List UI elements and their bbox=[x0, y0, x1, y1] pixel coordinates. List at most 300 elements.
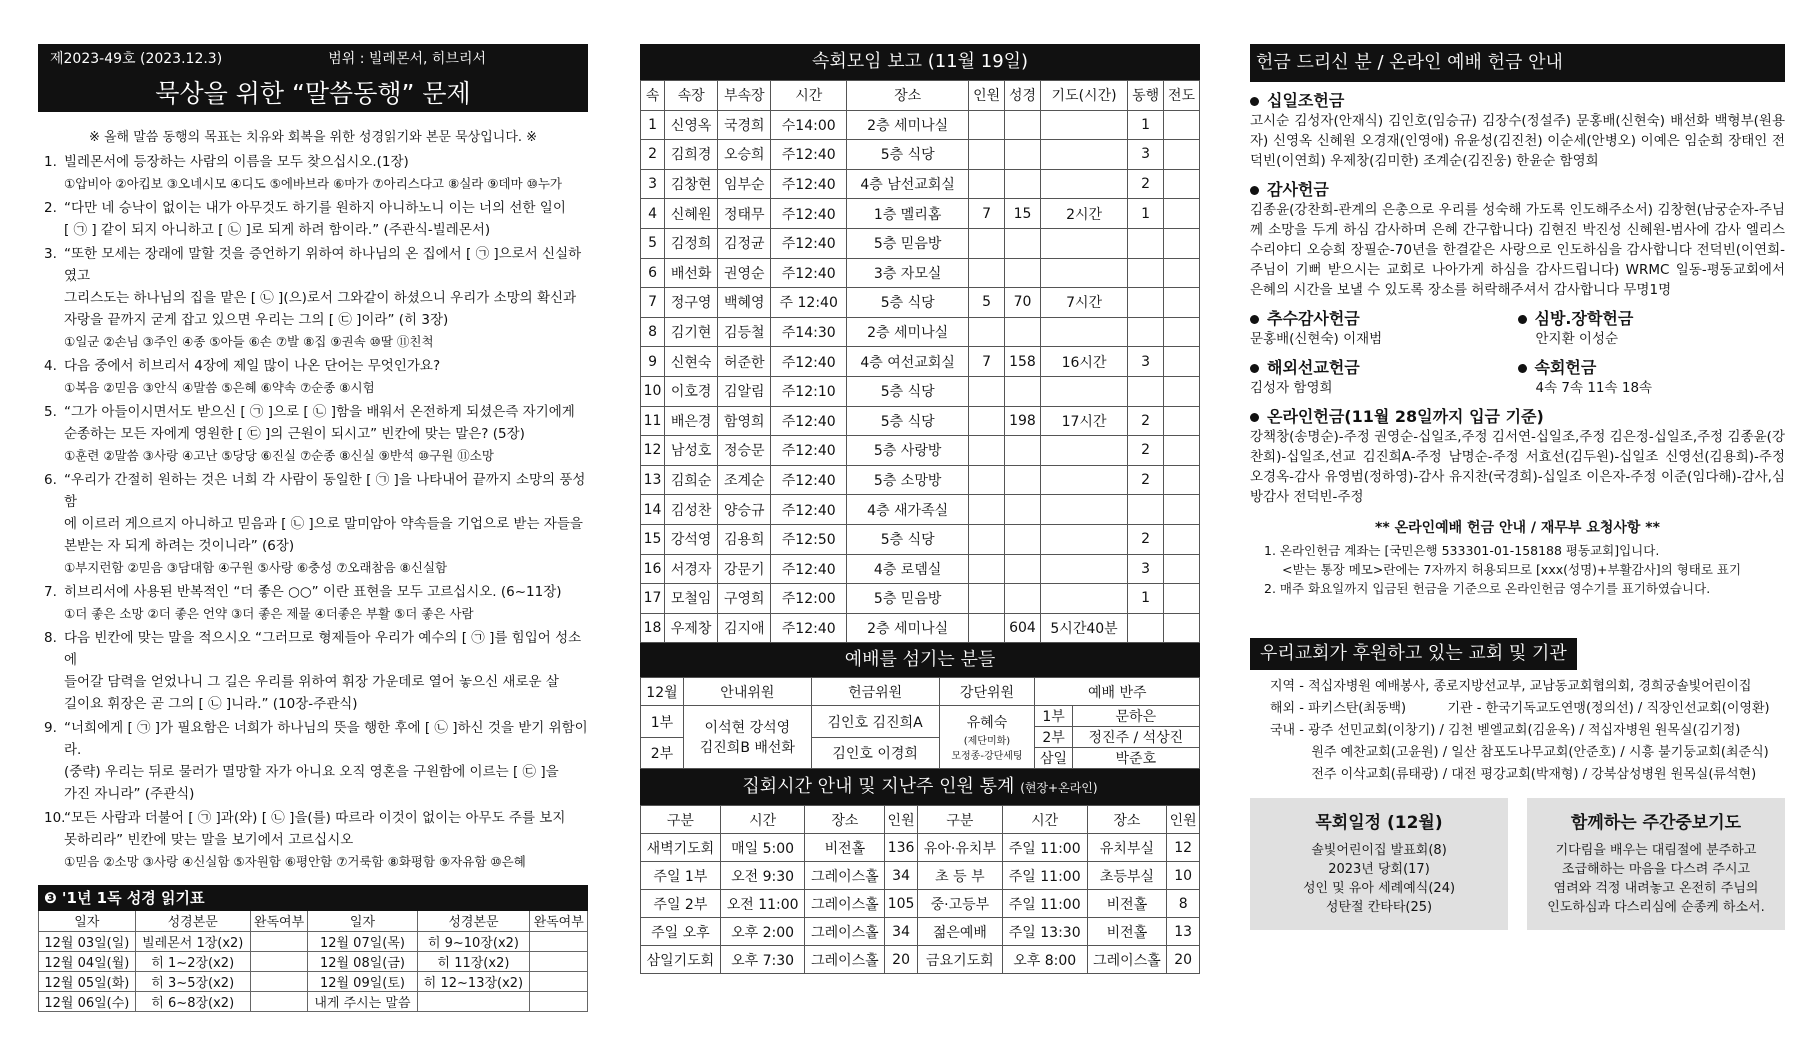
meeting-cell bbox=[1164, 199, 1200, 229]
meeting-cell: 5층 사랑방 bbox=[847, 436, 969, 466]
reading-cell: 히 11장(x2) bbox=[417, 951, 530, 971]
reading-cell bbox=[530, 991, 588, 1011]
reading-cell bbox=[250, 931, 308, 951]
stats-cell: 그레이스홀 bbox=[805, 862, 885, 890]
meeting-cell bbox=[1164, 347, 1200, 377]
stats-cell: 매일 5:00 bbox=[720, 834, 805, 862]
question-line: 못하리라” 빈칸에 맞는 말을 보기에서 고르십시오 bbox=[64, 832, 354, 848]
stats-header: 시간 bbox=[1002, 806, 1087, 834]
meeting-row bbox=[641, 317, 1200, 347]
offering-1: 김인호 김진희A bbox=[811, 706, 939, 738]
question-options: ①더 좋은 소망 ②더 좋은 언약 ③더 좋은 제물 ④더좋은 부활 ⑤더 좋은 사람 bbox=[64, 606, 474, 621]
meeting-cell bbox=[1128, 288, 1164, 318]
meeting-cell bbox=[1005, 317, 1041, 347]
reading-cell: 히 12~13장(x2) bbox=[417, 971, 530, 991]
meeting-cell: 7 bbox=[969, 347, 1005, 377]
reading-cell: 히 1~2장(x2) bbox=[135, 951, 250, 971]
bible-quiz-column bbox=[38, 44, 588, 1012]
accompaniment-cell: 1부 bbox=[1035, 706, 1072, 727]
reading-cell bbox=[250, 991, 308, 1011]
stats-row bbox=[641, 946, 1200, 974]
prayer-box bbox=[1527, 798, 1785, 930]
meeting-cell bbox=[1128, 613, 1164, 643]
meeting-cell bbox=[1005, 140, 1041, 170]
accompaniment-cell: 박준호 bbox=[1115, 751, 1157, 768]
question-number: 5. bbox=[44, 404, 57, 420]
stats-cell: 초 등 부 bbox=[917, 862, 1002, 890]
meeting-cell: 2 bbox=[641, 140, 665, 170]
visit-heading-text: 심방.장학헌금 bbox=[1534, 309, 1634, 328]
stats-cell: 주일 오후 bbox=[641, 918, 721, 946]
meeting-cell: 국경희 bbox=[718, 110, 771, 140]
meeting-row bbox=[641, 465, 1200, 495]
reading-cell: 히 9~10장(x2) bbox=[417, 931, 530, 951]
meeting-cell bbox=[1005, 258, 1041, 288]
question-line: “모든 사람과 더불어 [ ㉠ ]과(와) [ ㉡ ]을(를) 따르라 이것이 없이는 아무도 주를 보지 bbox=[64, 810, 566, 826]
stats-cell: 8 bbox=[1167, 890, 1200, 918]
stats-cell: 그레이스홀 bbox=[805, 946, 885, 974]
meeting-row bbox=[641, 140, 1200, 170]
meeting-row bbox=[641, 406, 1200, 436]
question-line: 그리스도는 하나님의 집을 맡은 [ ㉡ ](으)로서 그와같이 하셨으니 우리가 소망의 확신과 bbox=[64, 290, 577, 306]
meeting-row bbox=[641, 228, 1200, 258]
altar-sub2: 모정종-강단세팅 bbox=[951, 751, 1023, 763]
question-number: 7. bbox=[44, 584, 57, 600]
meeting-cell: 구영희 bbox=[718, 584, 771, 614]
stats-cell: 유치부실 bbox=[1087, 834, 1167, 862]
meeting-cell: 수14:00 bbox=[771, 110, 847, 140]
stats-cell: 오후 7:30 bbox=[720, 946, 805, 974]
reading-header: 일자 bbox=[39, 911, 136, 931]
meeting-cell bbox=[1164, 495, 1200, 525]
meeting-cell: 2 bbox=[1128, 169, 1164, 199]
meeting-cell bbox=[969, 110, 1005, 140]
meeting-cell bbox=[1164, 288, 1200, 318]
meeting-cell: 5층 소망방 bbox=[847, 465, 969, 495]
question-line: “다만 네 승낙이 없이는 내가 아무것도 하기를 원하지 아니하노니 이는 너의 선한 일이 bbox=[64, 200, 566, 216]
meeting-cell: 11 bbox=[641, 406, 665, 436]
meeting-cell: 7시간 bbox=[1040, 288, 1127, 318]
stats-row bbox=[641, 862, 1200, 890]
meeting-cell: 김정균 bbox=[718, 228, 771, 258]
stats-header: 인원 bbox=[1167, 806, 1200, 834]
stats-header: 인원 bbox=[885, 806, 918, 834]
meeting-cell bbox=[1164, 317, 1200, 347]
question-options: ①부지런함 ②믿음 ③담대함 ④구원 ⑤사랑 ⑥충성 ⑦오래참음 ⑧신실함 bbox=[64, 560, 448, 575]
accompaniment-row bbox=[1035, 706, 1199, 727]
meeting-cell: 2시간 bbox=[1040, 199, 1127, 229]
mission-heading-text: 해외선교헌금 bbox=[1267, 358, 1360, 377]
accompaniment-table bbox=[1035, 706, 1199, 768]
meeting-cell: 주12:40 bbox=[771, 347, 847, 377]
meeting-cell: 9 bbox=[641, 347, 665, 377]
meeting-header: 속 bbox=[641, 81, 665, 111]
question-line: 들어갈 담력을 얻었나니 그 길은 우리를 위하여 휘장 가운데로 열어 놓으신 새로운 살 bbox=[64, 674, 559, 690]
meeting-cell bbox=[1005, 376, 1041, 406]
meeting-cell bbox=[1040, 554, 1127, 584]
meeting-cell: 주12:40 bbox=[771, 169, 847, 199]
meeting-cell: 김알림 bbox=[718, 376, 771, 406]
altar-sub1: (제단미화) bbox=[963, 736, 1011, 748]
offering-pair-2 bbox=[1250, 349, 1785, 398]
meeting-cell: 158 bbox=[1005, 347, 1041, 377]
box2-line: 기다림을 배우는 대림절에 분주하고 bbox=[1555, 843, 1757, 858]
accompaniment-row bbox=[1035, 748, 1199, 769]
question-item bbox=[38, 197, 588, 241]
issue-number: 제2023-49호 (2023.12.3) bbox=[50, 51, 223, 67]
meeting-cell bbox=[1005, 584, 1041, 614]
meeting-cell bbox=[1164, 169, 1200, 199]
meeting-row bbox=[641, 258, 1200, 288]
guide-line-2: 김진희B 배선화 bbox=[699, 740, 795, 757]
online-notice-heading: ** 온라인예배 헌금 안내 / 재무부 요청사항 ** bbox=[1375, 520, 1660, 536]
meeting-cell: 13 bbox=[641, 465, 665, 495]
meeting-header: 시간 bbox=[771, 81, 847, 111]
meeting-report-title: 속회모임 보고 (11월 19일) bbox=[640, 44, 1200, 80]
meeting-cell: 1층 멜리홈 bbox=[847, 199, 969, 229]
meeting-cell bbox=[1164, 110, 1200, 140]
stats-cell: 유아·유치부 bbox=[917, 834, 1002, 862]
stats-header: 장소 bbox=[1087, 806, 1167, 834]
accompaniment-cell: 정진주 / 석상진 bbox=[1072, 727, 1199, 748]
thanks-heading bbox=[1250, 177, 1785, 200]
meeting-cell: 5층 식당 bbox=[847, 288, 969, 318]
offering-pair-1 bbox=[1250, 300, 1785, 349]
question-line: 길이요 휘장은 곧 그의 [ ㉡ ]니라.” (10장-주관식) bbox=[64, 696, 358, 712]
stats-title-bar bbox=[640, 769, 1200, 805]
question-list bbox=[38, 151, 588, 873]
meeting-cell: 2 bbox=[1128, 406, 1164, 436]
meeting-cell bbox=[1005, 436, 1041, 466]
meeting-cell bbox=[1040, 228, 1127, 258]
reading-plan-title: ❸ '1년 1독 성경 읽기표 bbox=[38, 885, 588, 911]
meeting-cell: 권영순 bbox=[718, 258, 771, 288]
meeting-row bbox=[641, 613, 1200, 643]
stats-cell: 주일 13:30 bbox=[1002, 918, 1087, 946]
mission-list: 김성자 함영희 bbox=[1250, 380, 1333, 396]
meeting-cell: 주14:30 bbox=[771, 317, 847, 347]
meeting-cell: 2층 세미나실 bbox=[847, 317, 969, 347]
notice-line: 1. 온라인헌금 계좌는 [국민은행 533301-01-158188 평동교회]입니다. bbox=[1264, 543, 1660, 558]
meeting-cell: 4 bbox=[641, 199, 665, 229]
reading-header: 성경본문 bbox=[417, 911, 530, 931]
meeting-cell: 김기현 bbox=[665, 317, 718, 347]
meeting-cell: 주12:40 bbox=[771, 406, 847, 436]
meeting-cell: 주12:10 bbox=[771, 376, 847, 406]
meeting-row bbox=[641, 495, 1200, 525]
meeting-cell bbox=[1128, 376, 1164, 406]
meeting-cell bbox=[1040, 436, 1127, 466]
question-options: ①믿음 ②소망 ③사랑 ④신실함 ⑤자원함 ⑥평안함 ⑦거룩함 ⑧화평함 ⑨자유함 ⑩은혜 bbox=[64, 854, 526, 869]
meeting-cell bbox=[1005, 554, 1041, 584]
meeting-cell: 우제창 bbox=[665, 613, 718, 643]
reading-cell bbox=[530, 951, 588, 971]
stats-cell: 20 bbox=[885, 946, 918, 974]
meeting-cell bbox=[969, 169, 1005, 199]
servers-header: 강단위원 bbox=[939, 678, 1035, 706]
question-number: 8. bbox=[44, 630, 57, 646]
offering-title: 헌금 드리신 분 / 온라인 예배 헌금 안내 bbox=[1250, 44, 1785, 82]
stats-row bbox=[641, 834, 1200, 862]
meeting-cell bbox=[969, 613, 1005, 643]
meeting-cell: 5층 식당 bbox=[847, 376, 969, 406]
meeting-cell bbox=[969, 258, 1005, 288]
stats-cell: 136 bbox=[885, 834, 918, 862]
meeting-cell: 2층 세미나실 bbox=[847, 613, 969, 643]
meeting-row bbox=[641, 554, 1200, 584]
meeting-cell: 정태무 bbox=[718, 199, 771, 229]
stats-cell: 20 bbox=[1167, 946, 1200, 974]
meeting-cell bbox=[1040, 524, 1127, 554]
online-heading bbox=[1250, 404, 1785, 427]
reading-cell: 내게 주시는 말씀 bbox=[308, 991, 417, 1011]
meeting-header: 부속장 bbox=[718, 81, 771, 111]
meeting-header: 성경 bbox=[1005, 81, 1041, 111]
meeting-cell: 주12:40 bbox=[771, 495, 847, 525]
quiz-title: 묵상을 위한 “말씀동행” 문제 bbox=[155, 79, 471, 108]
reading-cell: 12월 08일(금) bbox=[308, 951, 417, 971]
visit-list: 안지환 이성순 bbox=[1535, 331, 1619, 347]
stats-cell: 중·고등부 bbox=[917, 890, 1002, 918]
meeting-cell bbox=[969, 584, 1005, 614]
meeting-cell: 2 bbox=[1128, 436, 1164, 466]
meeting-row bbox=[641, 347, 1200, 377]
meeting-cell: 1 bbox=[1128, 199, 1164, 229]
harvest-heading bbox=[1250, 306, 1518, 329]
box1-line: 솔빛어린이집 발표회(8) bbox=[1311, 843, 1447, 858]
meeting-cell bbox=[1005, 169, 1041, 199]
schedule-box bbox=[1250, 798, 1508, 930]
meeting-cell: 198 bbox=[1005, 406, 1041, 436]
accompaniment-cell: 문하은 bbox=[1072, 706, 1199, 727]
reading-cell: 12월 09일(토) bbox=[308, 971, 417, 991]
schedule-lines bbox=[1250, 841, 1508, 917]
box2-line: 염려와 걱정 내려놓고 온전히 주님의 bbox=[1553, 881, 1759, 896]
guide-line-1: 이석현 강석영 bbox=[704, 720, 791, 737]
reading-plan-table bbox=[38, 911, 588, 1012]
servers-title: 예배를 섬기는 분들 bbox=[640, 643, 1200, 677]
stats-header: 구분 bbox=[641, 806, 721, 834]
question-number: 4. bbox=[44, 358, 57, 374]
meeting-cell: 2 bbox=[1128, 524, 1164, 554]
question-number: 9. bbox=[44, 720, 57, 736]
meeting-cell bbox=[1164, 228, 1200, 258]
reading-cell bbox=[250, 971, 308, 991]
reading-header: 완독여부 bbox=[250, 911, 308, 931]
meeting-cell: 18 bbox=[641, 613, 665, 643]
stats-cell: 13 bbox=[1167, 918, 1200, 946]
meeting-cell: 3 bbox=[1128, 347, 1164, 377]
support-list bbox=[1250, 676, 1785, 786]
reading-cell bbox=[250, 951, 308, 971]
meeting-cell bbox=[1164, 524, 1200, 554]
question-item bbox=[38, 627, 588, 715]
meeting-cell: 허준한 bbox=[718, 347, 771, 377]
meeting-header: 속장 bbox=[665, 81, 718, 111]
box2-line: 조급해하는 마음을 다스려 주시고 bbox=[1561, 862, 1751, 877]
question-line: “또한 모세는 장래에 말할 것을 증언하기 위하여 하나님의 온 집에서 [ ㉠ ]으로서 신실하였고 bbox=[64, 246, 582, 284]
service-2: 2부 bbox=[641, 737, 684, 769]
meeting-cell: 17 bbox=[641, 584, 665, 614]
accompaniment-row bbox=[1035, 727, 1199, 748]
meeting-cell bbox=[1040, 495, 1127, 525]
meeting-cell bbox=[1128, 317, 1164, 347]
meeting-cell: 1 bbox=[1128, 584, 1164, 614]
box2-line: 인도하심과 다스리심에 순종케 하소서. bbox=[1547, 900, 1765, 915]
question-line: 다음 빈칸에 맞는 말을 적으시오 “그러므로 형제들아 우리가 예수의 [ ㉠ ]를 힘입어 성소에 bbox=[64, 630, 582, 668]
meeting-cell: 8 bbox=[641, 317, 665, 347]
meeting-cell bbox=[1164, 613, 1200, 643]
meeting-cell: 3층 자모실 bbox=[847, 258, 969, 288]
meeting-cell: 배선화 bbox=[665, 258, 718, 288]
question-line: “우리가 간절히 원하는 것은 너희 각 사람이 동일한 [ ㉠ ]을 나타내어 끝까지 소망의 풍성함 bbox=[64, 472, 586, 510]
quiz-header bbox=[38, 44, 588, 112]
meeting-cell bbox=[969, 495, 1005, 525]
stats-cell: 비전홀 bbox=[1087, 890, 1167, 918]
meeting-cell bbox=[969, 140, 1005, 170]
mission-heading bbox=[1250, 355, 1518, 378]
meeting-cell bbox=[969, 317, 1005, 347]
stats-cell: 34 bbox=[885, 862, 918, 890]
question-line: (중략) 우리는 뒤로 물러가 멸망할 자가 아니요 오직 영혼을 구원함에 이르는 [ ㉢ ]을 bbox=[64, 764, 559, 780]
meeting-cell: 신영옥 bbox=[665, 110, 718, 140]
reading-cell: 12월 04일(월) bbox=[39, 951, 136, 971]
online-list: 강책창(송명순)-주정 권영순-십일조,주정 김서연-십일조,주정 김은정-십일조,주정 김종윤(강찬희)-십일조,선교 김진희A-주정 남명순-주정 서효선(김두원)-십일조 신영선(김용희)-주정 오경옥-감사 유영범(정하영)-감사 유지찬(국경희)-십일조 이은자-주정 이준(임다해)-감사,심방감사 전덕빈-주정 bbox=[1250, 429, 1785, 505]
meeting-cell: 5층 믿음방 bbox=[847, 584, 969, 614]
meeting-cell: 이호경 bbox=[665, 376, 718, 406]
question-line: “너희에게 [ ㉠ ]가 필요함은 너희가 하나님의 뜻을 행한 후에 [ ㉡ ]하신 것을 받기 위함이라. bbox=[64, 720, 588, 758]
meeting-cell bbox=[1005, 110, 1041, 140]
meeting-cell bbox=[1040, 110, 1127, 140]
reading-cell: 12월 06일(수) bbox=[39, 991, 136, 1011]
reading-header: 일자 bbox=[308, 911, 417, 931]
support-line: 국내 - 광주 선민교회(이창기) / 김천 벧엘교회(김윤옥) / 적십자병원 원목실(김기정) bbox=[1270, 723, 1741, 738]
servers-header: 안내위원 bbox=[683, 678, 811, 706]
stats-subtitle: (현장+온라인) bbox=[1020, 781, 1098, 796]
meeting-cell: 모철임 bbox=[665, 584, 718, 614]
meeting-cell: 남성호 bbox=[665, 436, 718, 466]
reading-cell bbox=[417, 991, 530, 1011]
meeting-row bbox=[641, 110, 1200, 140]
stats-table bbox=[640, 805, 1200, 974]
meeting-cell: 임부순 bbox=[718, 169, 771, 199]
meeting-cell: 김등철 bbox=[718, 317, 771, 347]
meeting-cell: 김희순 bbox=[665, 465, 718, 495]
stats-cell: 주일 11:00 bbox=[1002, 862, 1087, 890]
reading-header: 완독여부 bbox=[530, 911, 588, 931]
harvest-list: 문홍배(신현숙) 이재범 bbox=[1250, 331, 1383, 347]
meeting-cell: 1 bbox=[641, 110, 665, 140]
question-item bbox=[38, 401, 588, 467]
stats-header: 구분 bbox=[917, 806, 1002, 834]
meeting-cell: 3 bbox=[1128, 140, 1164, 170]
reading-cell: 히 3~5장(x2) bbox=[135, 971, 250, 991]
reading-cell: 12월 05일(화) bbox=[39, 971, 136, 991]
meeting-header: 전도 bbox=[1164, 81, 1200, 111]
meeting-cell bbox=[1128, 258, 1164, 288]
tithe-heading bbox=[1250, 88, 1785, 111]
meeting-row bbox=[641, 584, 1200, 614]
question-item bbox=[38, 355, 588, 399]
question-number: 10. bbox=[44, 810, 66, 826]
reading-cell: 12월 07일(목) bbox=[308, 931, 417, 951]
question-item bbox=[38, 151, 588, 195]
info-boxes bbox=[1250, 798, 1785, 930]
meeting-cell: 김정희 bbox=[665, 228, 718, 258]
stats-cell: 12 bbox=[1167, 834, 1200, 862]
stats-cell: 그레이스홀 bbox=[805, 918, 885, 946]
question-line: “그가 아들이시면서도 받으신 [ ㉠ ]으로 [ ㉡ ]함을 배워서 온전하게 되셨은즉 자기에게 bbox=[64, 404, 575, 420]
notice-line: <받는 통장 메모>란에는 7자까지 허용되므로 [xxx(성명)+부활감사]의 형태로 표기 bbox=[1282, 562, 1742, 577]
stats-cell: 오전 9:30 bbox=[720, 862, 805, 890]
question-options: ①일군 ②손님 ③주인 ④종 ⑤아들 ⑥손 ⑦발 ⑧집 ⑨권속 ⑩딸 ⑪친척 bbox=[64, 334, 434, 349]
question-number: 3. bbox=[44, 246, 57, 262]
meeting-cell: 주12:40 bbox=[771, 436, 847, 466]
meeting-cell: 조계순 bbox=[718, 465, 771, 495]
meeting-cell: 백혜영 bbox=[718, 288, 771, 318]
meeting-cell: 5 bbox=[969, 288, 1005, 318]
offering-column bbox=[1250, 44, 1785, 930]
reading-cell: 빌레몬서 1장(x2) bbox=[135, 931, 250, 951]
meeting-cell bbox=[1005, 524, 1041, 554]
meeting-header: 인원 bbox=[969, 81, 1005, 111]
meeting-cell: 서경자 bbox=[665, 554, 718, 584]
meeting-cell bbox=[1040, 258, 1127, 288]
servers-header: 헌금위원 bbox=[811, 678, 939, 706]
support-line: 해외 - 파키스탄(최동백) 기관 - 한국기독교도연맹(정의선) / 직장인선교회(이영환) bbox=[1270, 701, 1770, 716]
question-line: [ ㉠ ] 같이 되지 아니하고 [ ㉡ ]로 되게 하려 함이라.” (주관식-빌레몬서) bbox=[64, 222, 491, 238]
meeting-cell: 김지애 bbox=[718, 613, 771, 643]
meeting-cell: 14 bbox=[641, 495, 665, 525]
accompaniment-cell bbox=[1035, 706, 1200, 769]
meeting-header: 동행 bbox=[1128, 81, 1164, 111]
stats-cell: 주일 11:00 bbox=[1002, 890, 1087, 918]
stats-title: 집회시간 안내 및 지난주 인원 통계 bbox=[742, 776, 1015, 798]
stats-row bbox=[641, 918, 1200, 946]
meeting-cell bbox=[1040, 376, 1127, 406]
stats-cell: 초등부실 bbox=[1087, 862, 1167, 890]
reading-cell: 히 6~8장(x2) bbox=[135, 991, 250, 1011]
meeting-cell: 양승규 bbox=[718, 495, 771, 525]
meeting-cell: 강석영 bbox=[665, 524, 718, 554]
online-heading-text: 온라인헌금(11월 28일까지 입금 기준) bbox=[1267, 407, 1544, 426]
reading-row bbox=[39, 971, 588, 991]
stats-cell: 오전 11:00 bbox=[720, 890, 805, 918]
meeting-report-table bbox=[640, 80, 1200, 643]
meeting-cell: 주12:40 bbox=[771, 465, 847, 495]
meeting-cell: 3 bbox=[1128, 554, 1164, 584]
meeting-cell: 4층 새가족실 bbox=[847, 495, 969, 525]
meeting-cell bbox=[1005, 228, 1041, 258]
group-heading bbox=[1518, 355, 1786, 378]
question-options: ①훈련 ②말씀 ③사랑 ④고난 ⑤당당 ⑥진실 ⑦순종 ⑧신실 ⑨반석 ⑩구원 ⑪소망 bbox=[64, 448, 494, 463]
thanks-heading-text: 감사헌금 bbox=[1267, 180, 1329, 199]
meeting-cell: 70 bbox=[1005, 288, 1041, 318]
box1-line: 2023년 당회(17) bbox=[1328, 862, 1430, 877]
meeting-cell: 주12:40 bbox=[771, 554, 847, 584]
meeting-cell: 주12:40 bbox=[771, 228, 847, 258]
meeting-cell: 16시간 bbox=[1040, 347, 1127, 377]
meeting-cell: 주12:00 bbox=[771, 584, 847, 614]
meeting-cell: 5시간40분 bbox=[1040, 613, 1127, 643]
thanks-list: 김종윤(강찬희-관계의 은총으로 우리를 성숙해 가도록 인도해주소서) 김창현(남궁순자-주님께 소망을 두게 하심 감사하며 은혜 간구합니다) 김현진 박진성 신혜원-범사에 감사 엘리스 수리야디 오승희 장필순-70년을 한결같은 사랑으로 인도하심을 감사합니다 전덕빈(이연희-주님이 기뻐 받으시는 교회로 나아가게 하심을 감사드립니다) WRMC 일동-평동교회에서 은혜의 시간을 보낼 수 있도록 장소를 허락해주셔서 감사합니다 무명1명 bbox=[1250, 202, 1785, 298]
question-item bbox=[38, 243, 588, 353]
stats-row bbox=[641, 890, 1200, 918]
meeting-cell: 주12:40 bbox=[771, 199, 847, 229]
meeting-cell: 17시간 bbox=[1040, 406, 1127, 436]
meeting-cell: 정승문 bbox=[718, 436, 771, 466]
stats-cell: 10 bbox=[1167, 862, 1200, 890]
